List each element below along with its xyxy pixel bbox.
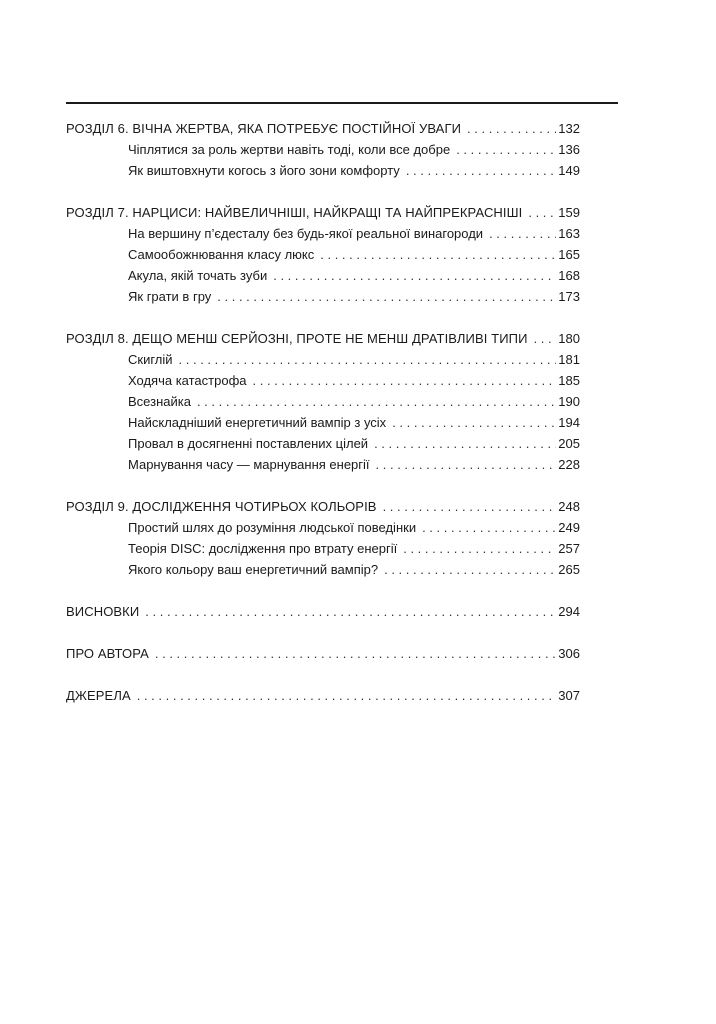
toc-leader-dots xyxy=(403,538,556,559)
toc-leader-dots xyxy=(155,643,556,664)
toc-leader-dots xyxy=(320,244,556,265)
toc-entry-title: Скиглій xyxy=(128,352,173,367)
toc-entry-title: Чіплятися за роль жертви навіть тоді, коли все добре xyxy=(128,142,451,157)
toc-page-number: 165 xyxy=(558,247,580,262)
toc-page-number: 190 xyxy=(558,394,580,409)
toc-page-number: 265 xyxy=(558,562,580,577)
toc-page-number: 163 xyxy=(558,226,580,241)
toc-entry[interactable] xyxy=(66,349,580,370)
top-rule xyxy=(66,102,618,104)
toc-leader-dots xyxy=(217,286,556,307)
toc-entry-title: Самообожнювання класу люкс xyxy=(128,247,315,262)
toc-page-number: 294 xyxy=(558,604,580,619)
toc-entry-title: РОЗДІЛ 9. ДОСЛІДЖЕННЯ ЧОТИРЬОХ КОЛЬОРІВ xyxy=(66,499,377,514)
toc-page-number: 132 xyxy=(558,121,580,136)
toc-leader-dots xyxy=(197,391,556,412)
toc-page-number: 306 xyxy=(558,646,580,661)
toc-section-sources xyxy=(66,685,580,706)
toc-page-number: 136 xyxy=(558,142,580,157)
toc-entry[interactable] xyxy=(66,244,580,265)
toc-entry-title: Всезнайка xyxy=(128,394,191,409)
toc-page-number: 180 xyxy=(558,331,580,346)
toc-page-number: 249 xyxy=(558,520,580,535)
toc-entry-about-author[interactable] xyxy=(66,643,580,664)
toc-entry-title: Провал в досягненні поставлених цілей xyxy=(128,436,369,451)
toc-entry-title: Простий шлях до розуміння людської поведінки xyxy=(128,520,417,535)
toc-entry[interactable] xyxy=(66,391,580,412)
toc-entry-title: РОЗДІЛ 8. ДЕЩО МЕНШ СЕРЙОЗНІ, ПРОТЕ НЕ МЕНШ ДРАТІВЛИВІ ТИПИ xyxy=(66,331,528,346)
toc-entry-title: РОЗДІЛ 6. ВІЧНА ЖЕРТВА, ЯКА ПОТРЕБУЄ ПОСТІЙНОЇ УВАГИ xyxy=(66,121,462,136)
toc-entry[interactable] xyxy=(66,538,580,559)
toc-entry[interactable] xyxy=(66,286,580,307)
toc-entry[interactable] xyxy=(66,559,580,580)
toc-leader-dots xyxy=(253,370,557,391)
toc-entry-title: Ходяча катастрофа xyxy=(128,373,247,388)
toc-page-number: 194 xyxy=(558,415,580,430)
toc-entry[interactable] xyxy=(66,454,580,475)
toc-leader-dots xyxy=(489,223,556,244)
toc-page-number: 149 xyxy=(558,163,580,178)
toc-entry-title: Як виштовхнути когось з його зони комфорту xyxy=(128,163,400,178)
toc-leader-dots xyxy=(145,601,556,622)
toc-leader-dots xyxy=(384,559,556,580)
toc-leader-dots xyxy=(273,265,556,286)
table-of-contents xyxy=(66,118,580,706)
toc-section-chapter-8 xyxy=(66,328,580,475)
toc-section-chapter-7 xyxy=(66,202,580,307)
toc-section-about-author xyxy=(66,643,580,664)
toc-entry[interactable] xyxy=(66,412,580,433)
toc-page-number: 205 xyxy=(558,436,580,451)
toc-leader-dots xyxy=(534,328,557,349)
toc-leader-dots xyxy=(422,517,556,538)
toc-leader-dots xyxy=(179,349,557,370)
toc-entry-title: Якого кольору ваш енергетичний вампір? xyxy=(128,562,379,577)
toc-entry-chapter-8[interactable] xyxy=(66,328,580,349)
toc-page-number: 257 xyxy=(558,541,580,556)
toc-entry[interactable] xyxy=(66,223,580,244)
toc-page-number: 307 xyxy=(558,688,580,703)
toc-entry[interactable] xyxy=(66,265,580,286)
toc-leader-dots xyxy=(528,202,556,223)
toc-leader-dots xyxy=(467,118,556,139)
toc-entry-title: ВИСНОВКИ xyxy=(66,604,140,619)
toc-entry-title: Як грати в гру xyxy=(128,289,212,304)
toc-entry-title: Марнування часу — марнування енергії xyxy=(128,457,370,472)
toc-leader-dots xyxy=(374,433,556,454)
toc-entry-title: Акула, якій точать зуби xyxy=(128,268,268,283)
toc-entry-sources[interactable] xyxy=(66,685,580,706)
toc-section-chapter-6 xyxy=(66,118,580,181)
toc-entry[interactable] xyxy=(66,433,580,454)
toc-entry[interactable] xyxy=(66,370,580,391)
toc-entry[interactable] xyxy=(66,139,580,160)
toc-entry-title: ПРО АВТОРА xyxy=(66,646,149,661)
toc-leader-dots xyxy=(376,454,557,475)
toc-entry-title: ДЖЕРЕЛА xyxy=(66,688,131,703)
toc-entry-title: На вершину п’єдесталу без будь-якої реальної винагороди xyxy=(128,226,484,241)
toc-leader-dots xyxy=(392,412,556,433)
toc-page-number: 228 xyxy=(558,457,580,472)
toc-section-chapter-9 xyxy=(66,496,580,580)
toc-page-number: 168 xyxy=(558,268,580,283)
toc-page-number: 173 xyxy=(558,289,580,304)
toc-entry-title: РОЗДІЛ 7. НАРЦИСИ: НАЙВЕЛИЧНІШІ, НАЙКРАЩІ ТА НАЙПРЕКРАСНІШІ xyxy=(66,205,523,220)
toc-leader-dots xyxy=(137,685,557,706)
toc-entry-chapter-6[interactable] xyxy=(66,118,580,139)
toc-page-number: 181 xyxy=(558,352,580,367)
toc-entry[interactable] xyxy=(66,160,580,181)
toc-entry[interactable] xyxy=(66,517,580,538)
toc-page-number: 248 xyxy=(558,499,580,514)
toc-page-number: 185 xyxy=(558,373,580,388)
toc-entry-conclusions[interactable] xyxy=(66,601,580,622)
toc-leader-dots xyxy=(456,139,556,160)
toc-leader-dots xyxy=(383,496,557,517)
toc-entry-chapter-9[interactable] xyxy=(66,496,580,517)
toc-entry-title: Найскладніший енергетичний вампір з усіх xyxy=(128,415,387,430)
toc-page-number: 159 xyxy=(558,205,580,220)
toc-leader-dots xyxy=(406,160,556,181)
toc-entry-chapter-7[interactable] xyxy=(66,202,580,223)
toc-entry-title: Теорія DISC: дослідження про втрату енергії xyxy=(128,541,398,556)
toc-section-conclusions xyxy=(66,601,580,622)
